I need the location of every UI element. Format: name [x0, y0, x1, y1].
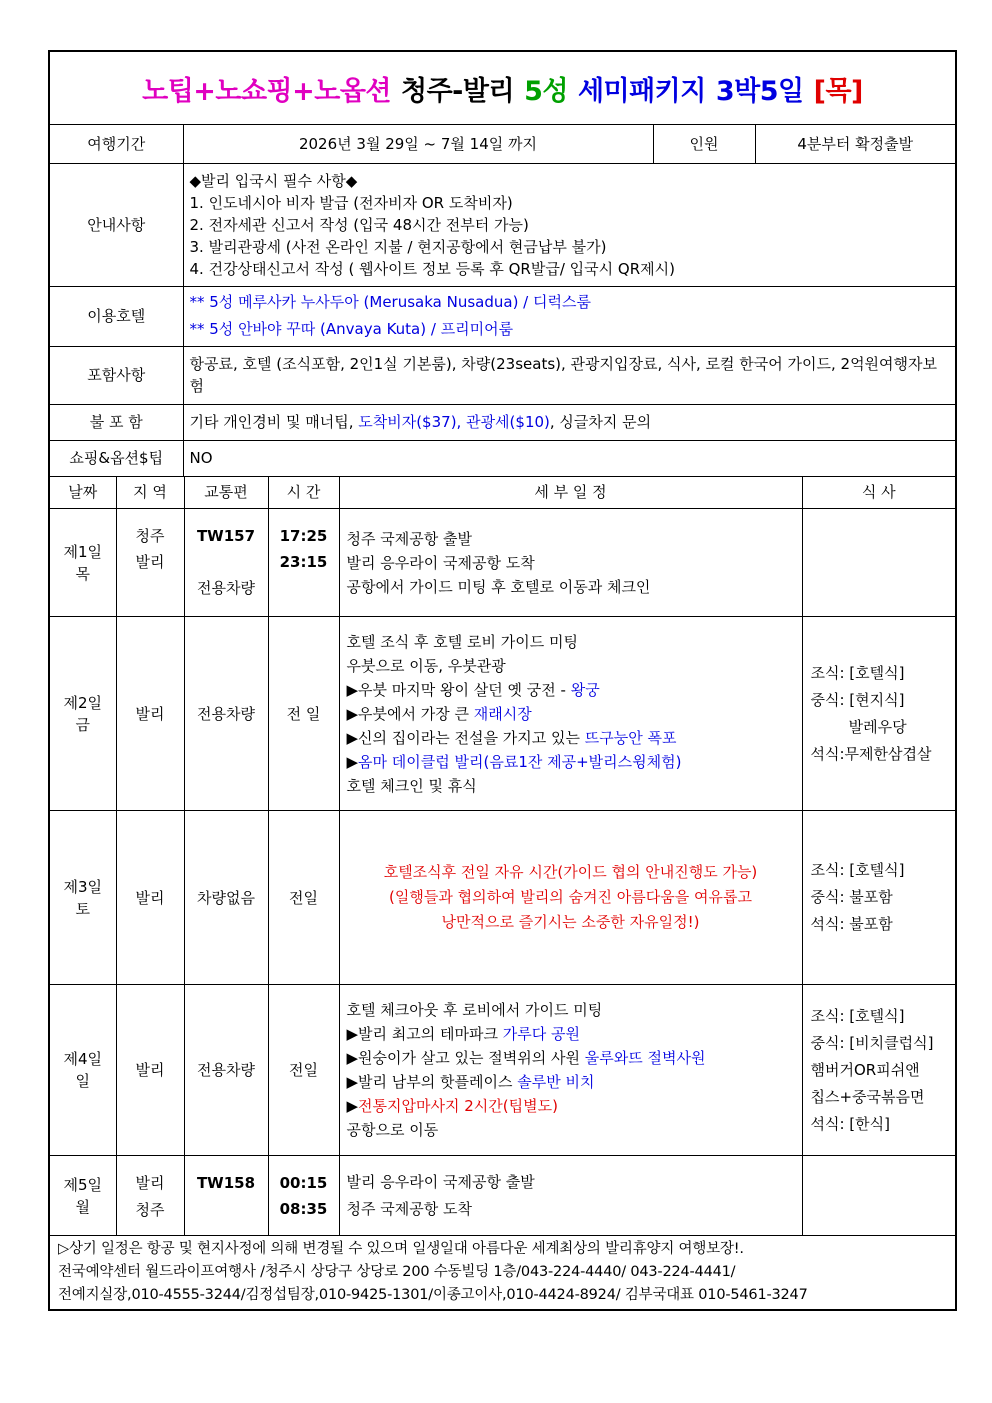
detail-segment: 전통지압마사지 2시간(팁별도): [358, 1097, 558, 1115]
region-line: 발리: [135, 888, 165, 907]
transport-line: 전용차량: [197, 704, 255, 723]
footer: [50, 1236, 955, 1309]
detail-segment: 옴마 데이클럽 발리(음료1잔 제공+발리스윙체험): [358, 752, 682, 771]
title-route: 청주-발리: [401, 75, 515, 107]
meal-line: 중식: [현지식]: [810, 690, 905, 709]
notice-line: 3. 발리관광세 (사전 온라인 지불 / 현지공항에서 현금납부 불가): [189, 237, 607, 256]
transport-line: 차량없음: [197, 888, 255, 907]
footer-address: 전국예약센터 월드라이프여행사 /청주시 상당구 상당로 200 수동빌딩 1층/043-224-4440/ 043-224-4441/: [58, 1264, 736, 1280]
free-time-line: 호텔조식후 전일 자유 시간(가이드 협의 안내진행도 가능): [383, 863, 758, 881]
meal-line: 석식: 불포함: [810, 915, 893, 933]
detail-line: [347, 575, 798, 599]
notice-line: 2. 전자세관 신고서 작성 (입국 48시간 전부터 가능): [189, 215, 529, 234]
day-label-line: 목: [75, 564, 90, 583]
period-row: [50, 125, 955, 163]
detail-segment: 공항으로 이동: [346, 1121, 439, 1139]
notice-line: 1. 인도네시아 비자 발급 (전자비자 OR 도착비자): [189, 193, 513, 212]
hotel-line: ** 5성 메루사카 누사두아 (Merusaka Nusadua) / 디럭스룸: [189, 293, 591, 311]
detail-line: [347, 702, 798, 726]
region-line: 청주: [135, 527, 165, 545]
day-label-line: 토: [75, 899, 90, 918]
detail-segment: ▶발리 남부의 핫플레이스: [346, 1073, 518, 1091]
meal-line: 발레우당: [810, 717, 907, 736]
period-label: 여행기간: [50, 125, 183, 163]
time-line: 00:15: [279, 1174, 328, 1192]
meal-line: 조식: [호텔식]: [810, 1006, 905, 1025]
region-line: 발리: [135, 553, 165, 571]
day-label-line: 월: [75, 1197, 90, 1216]
free-time-line: (일행들과 협의하여 발리의 숨겨진 아름다움을 여유롭고: [389, 888, 752, 906]
transport-line: 전용차량: [197, 579, 255, 597]
excluded-text-b: 도착비자($37), 관광세($10): [358, 413, 550, 431]
included-row: [50, 346, 955, 404]
page-title: [50, 52, 955, 125]
detail-segment: 우붓으로 이동, 우붓관광: [346, 656, 506, 675]
day-label-line: 제3일: [63, 877, 103, 896]
detail-line: [347, 551, 798, 575]
transport: [184, 509, 268, 617]
detail-line: [347, 1022, 798, 1046]
excluded-text-a: 기타 개인경비 및 매너팁,: [189, 413, 359, 431]
region: [116, 811, 184, 985]
title-weekday: [목]: [813, 75, 863, 107]
shopping-row: [50, 440, 955, 476]
day-details: [339, 509, 802, 617]
notice-label: 안내사항: [50, 163, 183, 286]
detail-line: [347, 1196, 798, 1223]
day-row: [50, 811, 955, 985]
schedule-header-row: [50, 477, 955, 509]
detail-segment: 공항에서 가이드 미팅 후 호텔로 이동과 체크인: [346, 578, 651, 596]
notice-line: 4. 건강상태신고서 작성 ( 웹사이트 정보 등록 후 QR발급/ 입국시 QR제시): [189, 259, 675, 278]
time: [268, 811, 339, 985]
day-label-line: 금: [75, 715, 90, 734]
day-label-line: 제2일: [63, 693, 103, 712]
day-row: [50, 1156, 955, 1236]
region-line: 발리: [135, 1061, 165, 1079]
region: [116, 617, 184, 811]
region: [116, 1156, 184, 1236]
time: [268, 1156, 339, 1236]
detail-segment: 솔루반 비치: [517, 1073, 595, 1091]
period-value: 2026년 3월 29일 ~ 7월 14일 까지: [183, 125, 653, 163]
time-line: 전 일: [286, 704, 321, 723]
title-grade: 5성: [524, 75, 568, 107]
included-content: 항공료, 호텔 (조식포함, 2인1실 기본룸), 차량(23seats), 관광지입장료, 식사, 로컬 한국어 가이드, 2억원여행자보험: [183, 346, 955, 404]
detail-segment: 재래시장: [473, 704, 532, 723]
detail-line: [347, 654, 798, 678]
meal-line: 중식: 불포함: [810, 888, 893, 906]
schedule-header-cell: 날짜: [50, 477, 116, 509]
shopping-value: NO: [183, 440, 955, 476]
detail-segment: 호텔 체크아웃 후 로비에서 가이드 미팅: [346, 1001, 603, 1019]
transport: [184, 1156, 268, 1236]
title-package: 세미패키지: [577, 75, 706, 107]
meal-line: 칩스+중국볶음면: [810, 1087, 925, 1106]
day-details: [339, 811, 802, 985]
people-value: 4분부터 확정출발: [755, 125, 955, 163]
detail-segment: ▶: [346, 1097, 359, 1115]
free-time-line: 낭만적으로 즐기시는 소중한 자유일정!): [441, 913, 700, 931]
notice-row: [50, 163, 955, 286]
excluded-content: [183, 404, 955, 440]
meals: [802, 811, 955, 985]
transport: [184, 617, 268, 811]
hotel-row: [50, 286, 955, 346]
region-line: 청주: [135, 1201, 165, 1219]
detail-segment: ▶우붓에서 가장 큰: [346, 704, 474, 723]
excluded-text-c: , 싱글차지 문의: [549, 413, 652, 431]
day-label-line: 제5일: [63, 1175, 103, 1194]
detail-segment: ▶신의 집이라는 전설을 가지고 있는: [346, 728, 585, 747]
day-label: [50, 617, 116, 811]
included-label: 포함사항: [50, 346, 183, 404]
day-label: [50, 509, 116, 617]
title-no-tip: 노팁+노쇼핑+노옵션: [142, 75, 392, 107]
detail-line: [347, 527, 798, 551]
time: [268, 509, 339, 617]
meal-line: 중식: [비치클럽식]: [810, 1033, 934, 1052]
day-label-line: 제1일: [63, 542, 103, 561]
day-label: [50, 811, 116, 985]
time-line: 08:35: [279, 1200, 328, 1218]
hotel-line: ** 5성 안바야 꾸따 (Anvaya Kuta) / 프리미어룸: [189, 320, 514, 338]
excluded-label: 불 포 함: [50, 404, 183, 440]
detail-segment: 가루다 공원: [502, 1025, 580, 1043]
detail-segment: 호텔 조식 후 호텔 로비 가이드 미팅: [346, 632, 578, 651]
detail-line: [347, 774, 798, 798]
region-line: 발리: [135, 1174, 165, 1192]
day-label: [50, 1156, 116, 1236]
day-row: [50, 617, 955, 811]
detail-segment: ▶원숭이가 살고 있는 절벽위의 사원: [346, 1049, 585, 1067]
schedule-header-cell: 시 간: [268, 477, 339, 509]
title-duration: 3박5일: [715, 75, 804, 107]
detail-line: [347, 1169, 798, 1196]
detail-segment: ▶우붓 마지막 왕이 살던 옛 궁전 -: [346, 680, 571, 699]
detail-line: [347, 1094, 798, 1118]
detail-segment: 발리 응우라이 국제공항 도착: [346, 554, 535, 572]
footer-notice: ▷상기 일정은 항공 및 현지사정에 의해 변경될 수 있으며 일생일대 아름다운 세계최상의 발리휴양지 여행보장!.: [58, 1241, 744, 1257]
people-label: 인원: [653, 125, 755, 163]
time: [268, 985, 339, 1156]
day-label: [50, 985, 116, 1156]
notice-line: ◆발리 입국시 필수 사항◆: [189, 171, 358, 190]
region: [116, 509, 184, 617]
detail-segment: 청주 국제공항 도착: [346, 1200, 472, 1218]
time-line: 전일: [289, 1061, 318, 1079]
time-line: 23:15: [279, 553, 328, 571]
day-details: [339, 617, 802, 811]
detail-line: [347, 1118, 798, 1142]
day-details: [339, 985, 802, 1156]
detail-segment: 뜨구눙안 폭포: [584, 728, 677, 747]
detail-segment: 울루와뜨 절벽사원: [584, 1049, 706, 1067]
transport-line: [189, 549, 264, 575]
schedule-header-cell: 식 사: [802, 477, 955, 509]
day-row: [50, 985, 955, 1156]
time-line: 전일: [289, 888, 318, 907]
detail-segment: 호텔 체크인 및 휴식: [346, 776, 477, 795]
notice-content: [183, 163, 955, 286]
meals: [802, 617, 955, 811]
schedule-header-cell: 교통편: [184, 477, 268, 509]
schedule-header-cell: 세 부 일 정: [339, 477, 802, 509]
footer-contacts: 전예지실장,010-4555-3244/김정섭팀장,010-9425-1301/이종고이사,010-4424-8924/ 김부국대표 010-5461-3247: [58, 1287, 808, 1303]
transport-line: TW158: [196, 1174, 256, 1192]
transport: [184, 985, 268, 1156]
transport-line: 전용차량: [197, 1061, 255, 1079]
info-table: [50, 125, 955, 477]
transport: [184, 811, 268, 985]
meal-line: 조식: [호텔식]: [810, 663, 905, 682]
time: [268, 617, 339, 811]
detail-segment: 청주 국제공항 출발: [346, 530, 472, 548]
detail-line: [347, 726, 798, 750]
detail-segment: 발리 응우라이 국제공항 출발: [346, 1173, 535, 1191]
meal-line: 햄버거OR피쉬앤: [810, 1060, 920, 1079]
day-row: [50, 509, 955, 617]
detail-line: [347, 1070, 798, 1094]
schedule-table: [50, 477, 955, 1237]
hotel-content: [183, 286, 955, 346]
region-line: 발리: [135, 704, 165, 723]
detail-line: [347, 1046, 798, 1070]
day-label-line: 제4일: [63, 1050, 103, 1068]
meal-line: 석식:무제한삼겹살: [810, 744, 932, 763]
detail-line: [347, 630, 798, 654]
schedule-header-cell: 지 역: [116, 477, 184, 509]
day-details: [339, 1156, 802, 1236]
meal-line: 조식: [호텔식]: [810, 861, 905, 879]
detail-segment: ▶발리 최고의 테마파크: [346, 1025, 503, 1043]
meals: [802, 985, 955, 1156]
hotel-label: 이용호텔: [50, 286, 183, 346]
detail-line: [347, 678, 798, 702]
meals: [802, 1156, 955, 1236]
meals: [802, 509, 955, 617]
itinerary-sheet: [48, 50, 957, 1311]
shopping-label: 쇼핑&옵션$팁: [50, 440, 183, 476]
detail-segment: 왕궁: [570, 680, 600, 699]
meal-line: 석식: [한식]: [810, 1114, 890, 1133]
time-line: 17:25: [279, 527, 328, 545]
day-label-line: 일: [75, 1072, 90, 1090]
region: [116, 985, 184, 1156]
transport-line: TW157: [196, 527, 256, 545]
detail-segment: ▶: [346, 752, 359, 771]
detail-line: [347, 750, 798, 774]
detail-line: [347, 998, 798, 1022]
excluded-row: [50, 404, 955, 440]
